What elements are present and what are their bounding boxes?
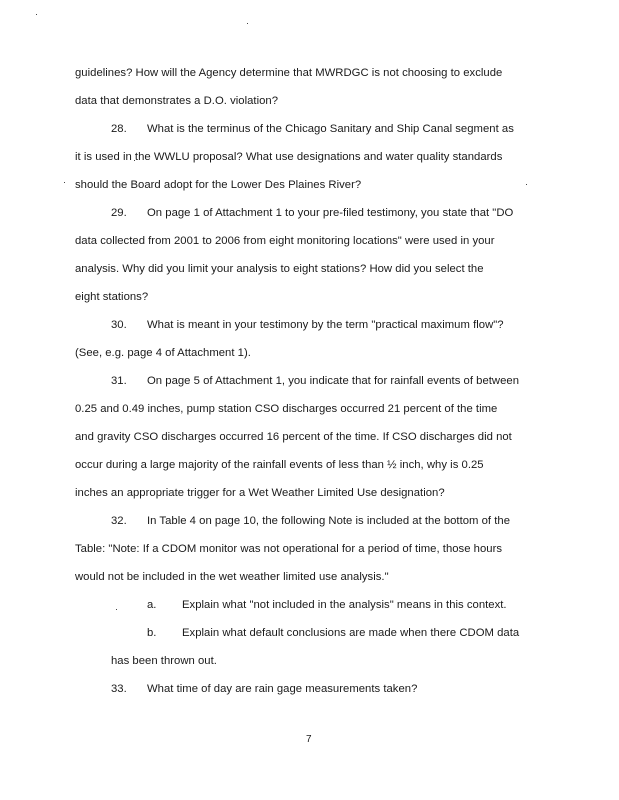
subitem-text-line: has been thrown out.	[111, 655, 217, 667]
question-text-line: inches an appropriate trigger for a Wet Weather Limited Use designation?	[75, 487, 445, 499]
subitem-label: a.	[147, 599, 157, 611]
question-text-line: What is meant in your testimony by the term "practical maximum flow"?	[147, 319, 504, 331]
question-number: 32.	[111, 515, 127, 527]
subitem-text-line: Explain what default conclusions are made when there CDOM data	[182, 627, 520, 639]
question-number: 29.	[111, 207, 127, 219]
question-text-line: In Table 4 on page 10, the following Note is included at the bottom of the	[147, 515, 511, 527]
question-text-line: should the Board adopt for the Lower Des Plaines River?	[75, 179, 362, 191]
page-number: 7	[306, 734, 312, 745]
scan-speck	[64, 182, 65, 183]
question-text-line: would not be included in the wet weather limited use analysis."	[75, 571, 389, 583]
scan-speck	[247, 23, 248, 24]
question-text-line: Table: "Note: If a CDOM monitor was not operational for a period of time, those hours	[75, 543, 503, 555]
question-text-line: and gravity CSO discharges occurred 16 percent of the time. If CSO discharges did not	[75, 431, 512, 443]
question-text-line: On page 5 of Attachment 1, you indicate that for rainfall events of between	[147, 375, 520, 387]
question-text-line: data collected from 2001 to 2006 from eight monitoring locations" were used in your	[75, 235, 495, 247]
question-text-line: What time of day are rain gage measurements taken?	[147, 683, 418, 695]
question-text-line: it is used in the WWLU proposal? What use designations and water quality standards	[75, 151, 503, 163]
body-text-line: guidelines? How will the Agency determine that MWRDGC is not choosing to exclude	[75, 67, 503, 79]
question-number: 28.	[111, 123, 127, 135]
question-text-line: 0.25 and 0.49 inches, pump station CSO discharges occurred 21 percent of the time	[75, 403, 498, 415]
question-text-line: eight stations?	[75, 291, 149, 303]
subitem-label: b.	[147, 627, 157, 639]
scan-speck	[526, 184, 527, 185]
question-text-line: occur during a large majority of the rainfall events of less than ½ inch, why is 0.25	[75, 459, 484, 471]
question-text-line: On page 1 of Attachment 1 to your pre-filed testimony, you state that "DO	[147, 207, 514, 219]
question-text-line: analysis. Why did you limit your analysis to eight stations? How did you select the	[75, 263, 484, 275]
subitem-text-line: Explain what "not included in the analysis" means in this context.	[182, 599, 507, 611]
scan-speck	[36, 14, 37, 15]
question-text-line: What is the terminus of the Chicago Sanitary and Ship Canal segment as	[147, 123, 514, 135]
question-number: 30.	[111, 319, 127, 331]
body-text-line: data that demonstrates a D.O. violation?	[75, 95, 279, 107]
question-text-line: (See, e.g. page 4 of Attachment 1).	[75, 347, 251, 359]
question-number: 31.	[111, 375, 127, 387]
question-number: 33.	[111, 683, 127, 695]
scan-speck	[116, 609, 117, 610]
